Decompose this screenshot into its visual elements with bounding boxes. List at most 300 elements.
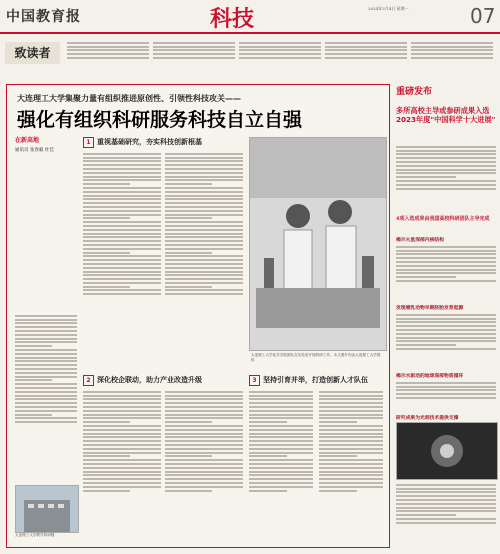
text-line bbox=[319, 448, 383, 450]
text-line bbox=[15, 410, 77, 412]
text-line bbox=[83, 471, 161, 473]
text-line bbox=[83, 153, 161, 155]
text-line bbox=[83, 198, 161, 200]
text-line bbox=[165, 236, 243, 238]
text-line bbox=[249, 490, 287, 492]
text-line bbox=[15, 322, 77, 324]
text-line bbox=[165, 425, 243, 427]
text-line bbox=[396, 250, 496, 252]
text-line bbox=[249, 391, 313, 393]
main-article bbox=[6, 84, 390, 548]
text-line bbox=[15, 334, 77, 336]
text-line bbox=[249, 486, 313, 488]
text-line bbox=[249, 429, 313, 431]
text-line bbox=[319, 398, 383, 400]
text-line bbox=[411, 42, 493, 44]
text-line bbox=[15, 414, 52, 416]
text-line bbox=[396, 146, 496, 148]
text-line bbox=[83, 425, 161, 427]
sidebar-text bbox=[396, 312, 496, 368]
text-line bbox=[319, 402, 383, 404]
text-line bbox=[249, 455, 287, 457]
text-line bbox=[249, 436, 313, 438]
text-line bbox=[165, 459, 243, 461]
text-line bbox=[411, 46, 493, 48]
text-line bbox=[83, 474, 161, 476]
text-line bbox=[15, 345, 52, 347]
text-line bbox=[83, 259, 161, 261]
text-line bbox=[83, 391, 161, 393]
text-line bbox=[165, 172, 243, 174]
text-line bbox=[15, 368, 77, 370]
text-line bbox=[153, 57, 235, 59]
body-column bbox=[15, 313, 77, 479]
text-line bbox=[319, 478, 383, 480]
text-line bbox=[83, 248, 161, 250]
text-line bbox=[319, 414, 383, 416]
text-line bbox=[396, 165, 496, 167]
text-line bbox=[396, 510, 496, 512]
text-line bbox=[396, 386, 496, 388]
text-line bbox=[165, 406, 243, 408]
text-line bbox=[396, 150, 496, 152]
text-line bbox=[411, 53, 493, 55]
sidebar-text bbox=[396, 482, 496, 546]
text-line bbox=[83, 240, 161, 242]
text-line bbox=[319, 440, 383, 442]
text-line bbox=[15, 402, 77, 404]
subhead-number: 1 bbox=[83, 137, 94, 148]
text-line bbox=[67, 53, 149, 55]
text-line bbox=[83, 252, 130, 254]
masthead bbox=[0, 0, 500, 34]
text-line bbox=[239, 49, 321, 51]
text-line bbox=[15, 357, 77, 359]
text-line bbox=[83, 398, 161, 400]
byline-label: 在新高地 bbox=[15, 137, 40, 144]
text-line bbox=[165, 421, 212, 423]
text-line bbox=[319, 433, 383, 435]
text-line bbox=[165, 164, 243, 166]
text-line bbox=[249, 398, 313, 400]
text-line bbox=[396, 157, 496, 159]
text-line bbox=[165, 391, 243, 393]
text-line bbox=[249, 478, 313, 480]
text-line bbox=[249, 395, 313, 397]
text-line bbox=[83, 402, 161, 404]
text-line bbox=[15, 379, 52, 381]
text-line bbox=[83, 482, 161, 484]
subhead-number: 3 bbox=[249, 375, 260, 386]
byline-authors: 通讯员 张春毅 杜佳 bbox=[15, 148, 54, 153]
text-line bbox=[83, 263, 161, 265]
text-line bbox=[83, 179, 161, 181]
text-line bbox=[396, 488, 496, 490]
text-line bbox=[83, 172, 161, 174]
text-line bbox=[15, 406, 77, 408]
body-column bbox=[165, 389, 243, 541]
text-line bbox=[165, 402, 243, 404]
text-line bbox=[83, 289, 161, 291]
text-line bbox=[396, 269, 496, 271]
text-line bbox=[396, 318, 496, 320]
text-line bbox=[165, 252, 212, 254]
text-line bbox=[396, 169, 496, 171]
text-line bbox=[15, 315, 77, 317]
text-line bbox=[83, 293, 161, 295]
text-line bbox=[165, 271, 243, 273]
text-line bbox=[83, 164, 161, 166]
text-line bbox=[319, 486, 383, 488]
text-line bbox=[15, 383, 77, 385]
text-line bbox=[83, 410, 161, 412]
sidebar-section: 发现哺乳动物早期胚胎发育起源 bbox=[396, 306, 464, 311]
text-line bbox=[165, 229, 243, 231]
text-line bbox=[396, 153, 496, 155]
subhead-3: 3 坚持引育并举，打造创新人才队伍 bbox=[249, 375, 368, 386]
text-line bbox=[319, 425, 383, 427]
text-line bbox=[396, 272, 496, 274]
text-line bbox=[15, 376, 77, 378]
text-line bbox=[325, 46, 407, 48]
text-line bbox=[67, 57, 149, 59]
text-line bbox=[165, 429, 243, 431]
text-line bbox=[67, 42, 149, 44]
text-line bbox=[396, 348, 496, 350]
text-line bbox=[239, 46, 321, 48]
text-line bbox=[83, 210, 161, 212]
text-line bbox=[249, 463, 313, 465]
text-line bbox=[165, 486, 243, 488]
text-line bbox=[83, 459, 161, 461]
text-line bbox=[319, 463, 383, 465]
text-line bbox=[83, 395, 161, 397]
text-line bbox=[319, 482, 383, 484]
text-line bbox=[165, 214, 243, 216]
text-line bbox=[319, 429, 383, 431]
text-line bbox=[249, 448, 313, 450]
text-line bbox=[15, 338, 77, 340]
text-line bbox=[325, 53, 407, 55]
text-line bbox=[165, 255, 243, 257]
text-line bbox=[83, 478, 161, 480]
text-line bbox=[396, 507, 496, 509]
text-line bbox=[249, 474, 313, 476]
text-line bbox=[83, 183, 130, 185]
text-line bbox=[165, 395, 243, 397]
text-line bbox=[249, 402, 313, 404]
text-line bbox=[83, 160, 161, 162]
text-line bbox=[165, 452, 243, 454]
text-line bbox=[67, 46, 149, 48]
text-line bbox=[15, 319, 77, 321]
text-line bbox=[83, 421, 130, 423]
body-column bbox=[319, 389, 383, 541]
text-line bbox=[153, 49, 235, 51]
sidebar-highlight: 4项入选成果由我国高校科研团队主导完成 bbox=[396, 216, 490, 222]
body-column bbox=[165, 151, 243, 367]
text-line bbox=[319, 436, 383, 438]
text-line bbox=[396, 261, 496, 263]
text-line bbox=[15, 360, 77, 362]
text-line bbox=[396, 397, 496, 399]
text-line bbox=[165, 289, 243, 291]
text-line bbox=[325, 49, 407, 51]
text-line bbox=[249, 467, 313, 469]
text-line bbox=[165, 278, 243, 280]
text-line bbox=[319, 421, 357, 423]
text-line bbox=[396, 503, 496, 505]
text-line bbox=[83, 429, 161, 431]
text-line bbox=[319, 444, 383, 446]
text-line bbox=[165, 233, 243, 235]
text-line bbox=[411, 49, 493, 51]
lab-scene-image bbox=[250, 138, 386, 350]
text-line bbox=[165, 187, 243, 189]
text-line bbox=[319, 410, 383, 412]
text-line bbox=[249, 440, 313, 442]
text-line bbox=[396, 499, 496, 501]
text-line bbox=[396, 176, 456, 178]
text-line bbox=[396, 321, 496, 323]
text-line bbox=[249, 414, 313, 416]
text-line bbox=[396, 314, 496, 316]
text-line bbox=[153, 46, 235, 48]
text-line bbox=[165, 444, 243, 446]
text-line bbox=[165, 286, 212, 288]
text-line bbox=[165, 168, 243, 170]
text-line bbox=[165, 176, 243, 178]
text-line bbox=[165, 153, 243, 155]
text-line bbox=[83, 244, 161, 246]
text-line bbox=[396, 161, 496, 163]
text-line bbox=[319, 459, 383, 461]
body-column bbox=[83, 151, 161, 367]
text-line bbox=[15, 391, 77, 393]
sidebar-text bbox=[396, 144, 496, 214]
text-line bbox=[83, 490, 130, 492]
text-line bbox=[83, 467, 161, 469]
reader-letter bbox=[5, 38, 495, 80]
text-line bbox=[396, 280, 496, 282]
text-line bbox=[319, 455, 357, 457]
text-line bbox=[249, 471, 313, 473]
text-line bbox=[165, 282, 243, 284]
sidebar-title: 多所高校主导或参研成果入选2023年度"中国科学十大进展" bbox=[396, 106, 496, 124]
text-line bbox=[83, 267, 161, 269]
text-line bbox=[319, 395, 383, 397]
newspaper-logo: 中国教育报 bbox=[6, 9, 81, 25]
text-line bbox=[396, 253, 496, 255]
text-line bbox=[249, 452, 313, 454]
text-line bbox=[83, 286, 130, 288]
text-line bbox=[249, 482, 313, 484]
building-photo bbox=[15, 485, 79, 533]
text-line bbox=[15, 387, 77, 389]
sidebar-section: 揭示火星深部内核结构 bbox=[396, 238, 444, 243]
text-line bbox=[165, 225, 243, 227]
text-line bbox=[83, 157, 161, 159]
text-line bbox=[15, 341, 77, 343]
text-line bbox=[15, 421, 77, 423]
article-kicker: 大连理工大学集聚力量有组织推进原创性、引领性科技攻关—— bbox=[17, 94, 241, 103]
reader-tag: 致读者 bbox=[5, 42, 60, 64]
text-line bbox=[396, 389, 496, 391]
text-line bbox=[165, 191, 243, 193]
text-line bbox=[319, 467, 383, 469]
text-line bbox=[83, 455, 130, 457]
text-line bbox=[83, 436, 161, 438]
text-line bbox=[165, 248, 243, 250]
text-line bbox=[249, 444, 313, 446]
body-column bbox=[249, 389, 313, 541]
text-line bbox=[83, 444, 161, 446]
text-line bbox=[396, 484, 496, 486]
building-image bbox=[16, 486, 78, 532]
text-line bbox=[165, 467, 243, 469]
text-line bbox=[83, 274, 161, 276]
text-line bbox=[396, 514, 456, 516]
text-line bbox=[249, 425, 313, 427]
text-line bbox=[239, 57, 321, 59]
text-line bbox=[396, 172, 496, 174]
text-line bbox=[83, 417, 161, 419]
text-line bbox=[239, 53, 321, 55]
text-line bbox=[83, 233, 161, 235]
text-line bbox=[153, 42, 235, 44]
reader-text-column bbox=[239, 40, 321, 72]
text-line bbox=[165, 206, 243, 208]
text-line bbox=[83, 176, 161, 178]
text-line bbox=[249, 459, 313, 461]
text-line bbox=[165, 202, 243, 204]
text-line bbox=[165, 414, 243, 416]
text-line bbox=[165, 240, 243, 242]
text-line bbox=[15, 372, 77, 374]
text-line bbox=[396, 337, 496, 339]
lab-photo bbox=[249, 137, 387, 351]
text-line bbox=[83, 452, 161, 454]
reader-text-column bbox=[411, 40, 493, 72]
text-line bbox=[396, 333, 496, 335]
text-line bbox=[165, 198, 243, 200]
text-line bbox=[83, 433, 161, 435]
text-line bbox=[396, 344, 456, 346]
text-line bbox=[165, 183, 212, 185]
text-line bbox=[396, 522, 496, 524]
text-line bbox=[319, 406, 383, 408]
text-line bbox=[153, 53, 235, 55]
byline bbox=[15, 135, 75, 305]
text-line bbox=[396, 188, 496, 190]
text-line bbox=[319, 490, 357, 492]
text-line bbox=[396, 276, 456, 278]
text-line bbox=[249, 421, 287, 423]
text-line bbox=[83, 187, 161, 189]
text-line bbox=[15, 330, 77, 332]
text-line bbox=[83, 440, 161, 442]
text-line bbox=[319, 391, 383, 393]
text-line bbox=[165, 160, 243, 162]
text-line bbox=[67, 49, 149, 51]
text-line bbox=[239, 42, 321, 44]
text-line bbox=[396, 491, 496, 493]
text-line bbox=[165, 263, 243, 265]
text-line bbox=[165, 217, 212, 219]
text-line bbox=[15, 395, 77, 397]
sidebar-section: 揭示水驱动的地球深部物质循环 bbox=[396, 374, 464, 379]
text-line bbox=[83, 225, 161, 227]
text-line bbox=[411, 57, 493, 59]
building-caption: 大连理工大学教学科研楼 bbox=[15, 533, 55, 537]
text-line bbox=[83, 195, 161, 197]
article-headline: 强化有组织科研服务科技自立自强 bbox=[17, 109, 303, 131]
text-line bbox=[165, 440, 243, 442]
text-line bbox=[396, 329, 496, 331]
text-line bbox=[83, 229, 161, 231]
section-title: 科技 bbox=[210, 7, 255, 32]
text-line bbox=[165, 478, 243, 480]
text-line bbox=[396, 325, 496, 327]
text-line bbox=[83, 191, 161, 193]
text-line bbox=[396, 340, 496, 342]
reader-text-column bbox=[325, 40, 407, 72]
text-line bbox=[83, 255, 161, 257]
text-line bbox=[15, 398, 77, 400]
text-line bbox=[165, 157, 243, 159]
text-line bbox=[165, 267, 243, 269]
text-line bbox=[15, 349, 77, 351]
text-line bbox=[249, 406, 313, 408]
microscope-image bbox=[397, 423, 497, 479]
text-line bbox=[15, 364, 77, 366]
text-line bbox=[83, 217, 130, 219]
text-line bbox=[319, 417, 383, 419]
text-line bbox=[165, 436, 243, 438]
text-line bbox=[396, 257, 496, 259]
sidebar-text bbox=[396, 244, 496, 300]
text-line bbox=[396, 518, 496, 520]
text-line bbox=[165, 410, 243, 412]
subhead-number: 2 bbox=[83, 375, 94, 386]
text-line bbox=[165, 259, 243, 261]
text-line bbox=[396, 265, 496, 267]
sidebar-text bbox=[396, 380, 496, 410]
text-line bbox=[83, 282, 161, 284]
right-sidebar bbox=[396, 84, 496, 548]
text-line bbox=[83, 221, 161, 223]
text-line bbox=[249, 417, 313, 419]
text-line bbox=[396, 382, 496, 384]
text-line bbox=[15, 417, 77, 419]
text-line bbox=[83, 236, 161, 238]
text-line bbox=[83, 486, 161, 488]
text-line bbox=[165, 398, 243, 400]
text-line bbox=[165, 221, 243, 223]
photo-caption: 大连理工大学化学学院团队在实验室开展科研工作。本文图片均由大连理工大学提供 bbox=[251, 353, 381, 362]
text-line bbox=[165, 474, 243, 476]
microscope-photo bbox=[396, 422, 498, 480]
text-line bbox=[396, 246, 496, 248]
text-line bbox=[249, 410, 313, 412]
text-line bbox=[165, 471, 243, 473]
text-line bbox=[15, 326, 77, 328]
text-line bbox=[165, 455, 212, 457]
reader-text-column bbox=[153, 40, 235, 72]
text-line bbox=[319, 452, 383, 454]
text-line bbox=[249, 433, 313, 435]
text-line bbox=[396, 180, 496, 182]
